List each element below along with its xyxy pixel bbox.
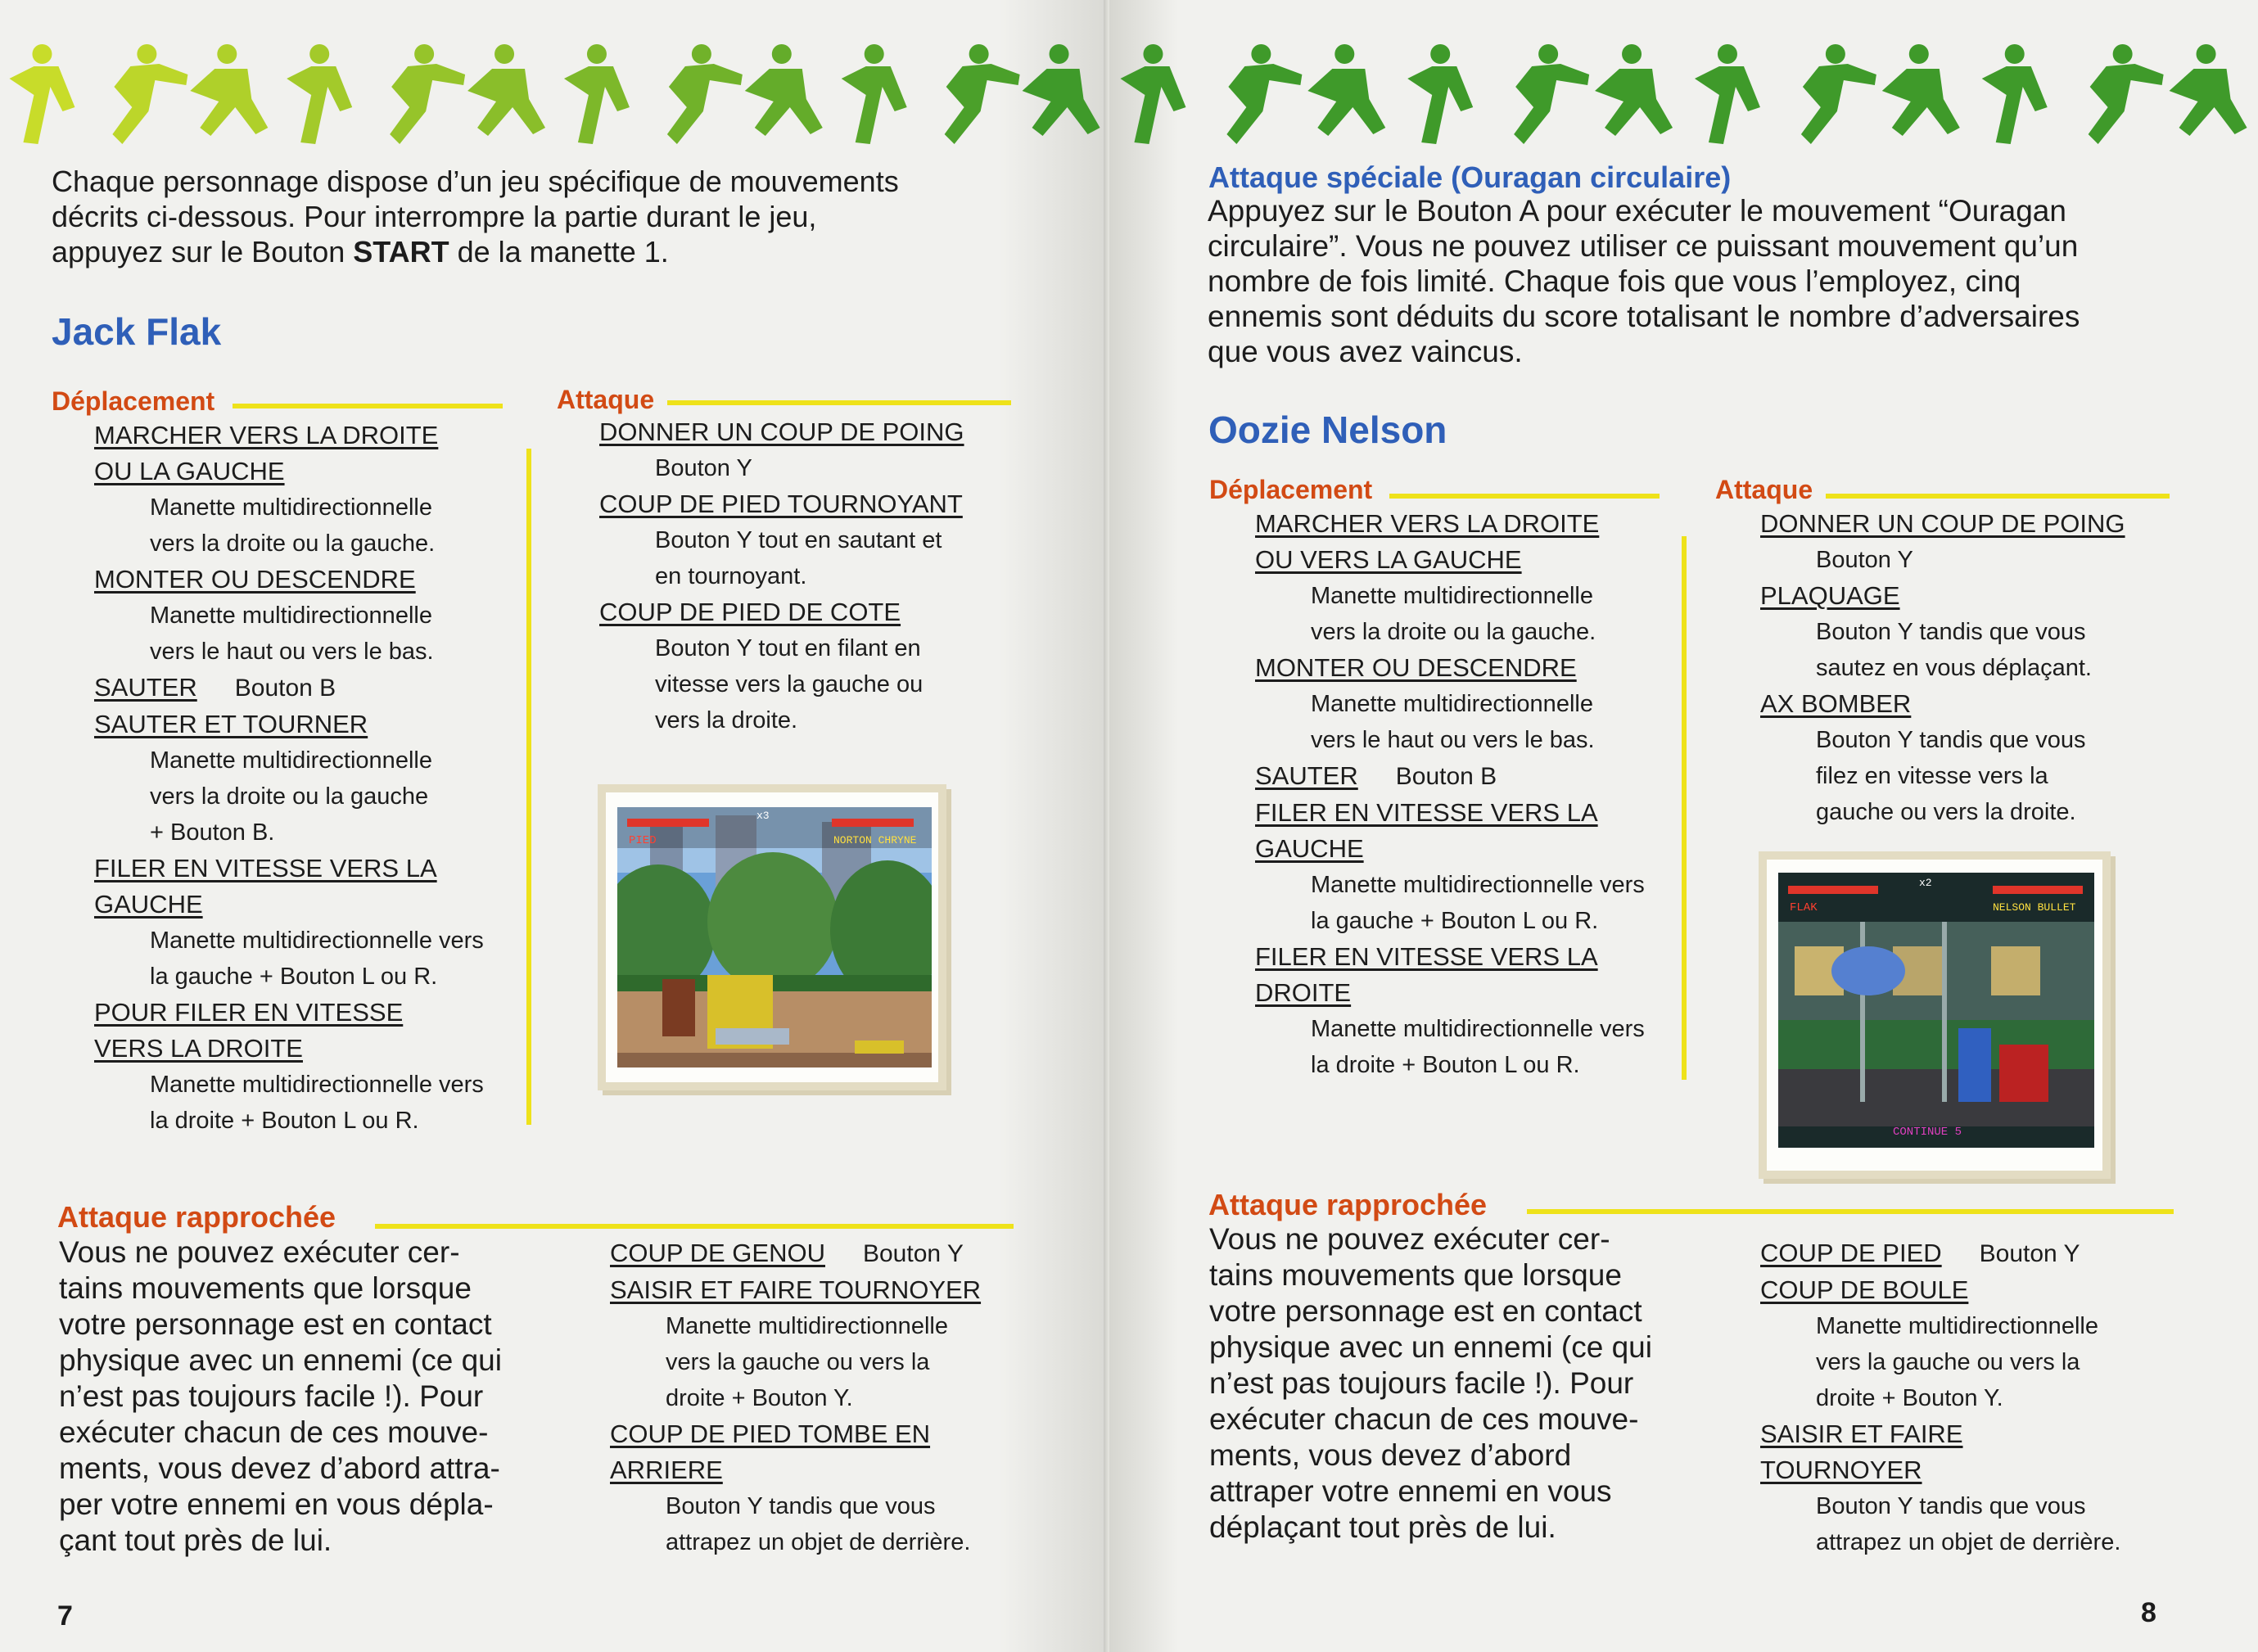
move-name bbox=[94, 851, 520, 887]
game-screenshot-jack bbox=[617, 807, 932, 1067]
move-name bbox=[599, 414, 1058, 450]
fighter-silhouette-icon bbox=[1982, 44, 2048, 144]
paragraph-line: nombre de fois limité. Chaque fois que vous l’employez, cinq bbox=[1208, 264, 2021, 298]
fighter-silhouettes-icon bbox=[1109, 29, 2258, 152]
move-label: POUR FILER EN VITESSE bbox=[94, 998, 404, 1027]
fighter-silhouette-icon bbox=[1226, 44, 1302, 144]
intro-part4: de la manette 1. bbox=[449, 235, 669, 269]
move-name bbox=[610, 1452, 1068, 1488]
fighter-silhouette-icon bbox=[945, 44, 1020, 144]
move-label: TOURNOYER bbox=[1760, 1456, 1922, 1484]
fighter-silhouette-icon bbox=[745, 44, 823, 136]
move-description: Bouton Y tandis que vous bbox=[1816, 727, 2086, 753]
heading-rule bbox=[1527, 1209, 2174, 1214]
hud-lives: x2 bbox=[1919, 877, 1932, 889]
move-description: droite + Bouton Y. bbox=[666, 1385, 853, 1411]
move-name bbox=[94, 706, 520, 742]
move-name bbox=[94, 562, 520, 598]
move-name bbox=[94, 1031, 520, 1067]
move-name bbox=[1255, 939, 1681, 975]
paragraph-line: attraper votre ennemi en vous bbox=[1209, 1474, 1612, 1508]
move-label: OU LA GAUCHE bbox=[94, 457, 285, 485]
button-label: Bouton B bbox=[1395, 763, 1497, 790]
move-description: Manette multidirectionnelle bbox=[1311, 691, 1593, 717]
banner-fighters bbox=[0, 29, 1109, 152]
page-right bbox=[1109, 0, 2258, 1652]
fighter-silhouette-icon bbox=[1407, 44, 1473, 144]
move-description: en tournoyant. bbox=[655, 563, 807, 589]
move-name bbox=[1760, 506, 2235, 542]
move-label: COUP DE PIED TOMBE EN bbox=[610, 1420, 931, 1448]
fighter-silhouette-icon bbox=[287, 44, 352, 144]
button-label: Bouton B bbox=[234, 675, 336, 702]
move-label: VERS LA DROITE bbox=[94, 1034, 303, 1063]
close-attack-list bbox=[610, 1235, 1068, 1560]
attack-list bbox=[599, 414, 1058, 738]
move-description: Manette multidirectionnelle vers bbox=[1311, 872, 1645, 898]
move-label: PLAQUAGE bbox=[1760, 581, 1900, 610]
move-label: ARRIERE bbox=[610, 1456, 723, 1484]
move-label: COUP DE GENOU bbox=[610, 1239, 825, 1267]
move-label: SAUTER bbox=[1255, 761, 1358, 790]
move-description: Manette multidirectionnelle bbox=[150, 747, 432, 774]
move-label: SAUTER ET TOURNER bbox=[94, 710, 368, 738]
move-name bbox=[610, 1235, 1068, 1272]
section-heading-close-attack: Attaque rapprochée bbox=[57, 1200, 336, 1234]
move-description: vers la droite. bbox=[655, 707, 798, 733]
hud-enemy-name: NORTON CHRYNE bbox=[833, 834, 917, 846]
move-label: DONNER UN COUP DE POING bbox=[599, 418, 964, 446]
move-description: vers la droite ou la gauche. bbox=[1311, 619, 1596, 645]
heading-rule bbox=[233, 404, 503, 408]
move-description: Manette multidirectionnelle bbox=[1816, 1313, 2098, 1339]
hud-player-name: PIED bbox=[629, 834, 657, 847]
move-description: gauche ou vers la droite. bbox=[1816, 799, 2076, 825]
move-name bbox=[1760, 1235, 2235, 1272]
move-description: vers la gauche ou vers la bbox=[666, 1349, 930, 1375]
paragraph-line: tains mouvements que lorsque bbox=[1209, 1258, 1622, 1292]
button-label: Bouton Y bbox=[1979, 1240, 2080, 1267]
intro-line-1: Chaque personnage dispose d’un jeu spécifique de mouvements bbox=[52, 165, 899, 198]
fighter-silhouette-icon bbox=[842, 44, 907, 144]
paragraph-line: ments, vous devez d’abord bbox=[1209, 1438, 1572, 1472]
move-label: GAUCHE bbox=[94, 890, 203, 919]
fighter-silhouette-icon bbox=[564, 44, 630, 144]
paragraph-line: çant tout près de lui. bbox=[59, 1523, 332, 1557]
move-description: vers la droite ou la gauche bbox=[150, 783, 429, 810]
screenshot-frame bbox=[598, 784, 946, 1090]
move-description: la gauche + Bouton L ou R. bbox=[150, 964, 438, 990]
move-description: sautez en vous déplaçant. bbox=[1816, 655, 2092, 681]
paragraph-line: Vous ne pouvez exécuter cer- bbox=[59, 1235, 460, 1269]
move-description: vers la droite ou la gauche. bbox=[150, 530, 436, 557]
section-heading-close-attack: Attaque rapprochée bbox=[1208, 1188, 1488, 1221]
intro-line-2: décrits ci-dessous. Pour interrompre la partie durant le jeu, bbox=[52, 200, 817, 233]
fighter-silhouette-icon bbox=[1514, 44, 1589, 144]
move-name bbox=[1760, 1272, 2235, 1308]
move-label: MONTER OU DESCENDRE bbox=[94, 565, 416, 594]
column-divider bbox=[1682, 536, 1687, 1080]
move-name bbox=[1255, 795, 1681, 831]
intro-text bbox=[52, 164, 1075, 269]
movement-list bbox=[94, 418, 520, 1139]
move-label: COUP DE PIED DE COTE bbox=[599, 598, 901, 626]
fighter-silhouette-icon bbox=[2089, 44, 2164, 144]
heading-rule bbox=[667, 400, 1011, 405]
paragraph-line: votre personnage est en contact bbox=[59, 1307, 492, 1341]
move-description: Manette multidirectionnelle bbox=[1311, 583, 1593, 609]
paragraph-line: exécuter chacun de ces mouve- bbox=[1209, 1402, 1639, 1436]
paragraph-line: n’est pas toujours facile !). Pour bbox=[59, 1379, 484, 1413]
close-attack-intro bbox=[59, 1234, 567, 1559]
move-description: vers la gauche ou vers la bbox=[1816, 1349, 2080, 1375]
paragraph-line: exécuter chacun de ces mouve- bbox=[59, 1415, 489, 1449]
paragraph-line: per votre ennemi en vous dépla- bbox=[59, 1487, 494, 1521]
move-label: OU VERS LA GAUCHE bbox=[1255, 545, 1522, 574]
banner-fighters bbox=[1109, 29, 2258, 152]
section-heading-attack: Attaque bbox=[1715, 475, 1813, 504]
move-name bbox=[1760, 1416, 2235, 1452]
button-label: Bouton Y bbox=[862, 1240, 964, 1267]
column-divider bbox=[526, 449, 531, 1125]
move-label: COUP DE PIED TOURNOYANT bbox=[599, 490, 963, 518]
move-description: attrapez un objet de derrière. bbox=[666, 1529, 971, 1555]
page-number: 8 bbox=[2141, 1597, 2156, 1628]
paragraph-line: ments, vous devez d’abord attra- bbox=[59, 1451, 500, 1485]
fighter-silhouette-icon bbox=[1307, 44, 1385, 136]
page-number: 7 bbox=[57, 1600, 73, 1632]
move-name bbox=[1760, 578, 2235, 614]
special-attack-text bbox=[1208, 193, 2239, 369]
move-description: vers le haut ou vers le bas. bbox=[150, 639, 434, 665]
page-left bbox=[0, 0, 1109, 1652]
move-label: MARCHER VERS LA DROITE bbox=[1255, 509, 1600, 538]
close-attack-list bbox=[1760, 1235, 2235, 1560]
move-name bbox=[610, 1272, 1068, 1308]
move-name bbox=[1760, 686, 2235, 722]
hud-player-name: FLAK bbox=[1790, 901, 1818, 914]
fighter-silhouette-icon bbox=[667, 44, 743, 144]
paragraph-line: Vous ne pouvez exécuter cer- bbox=[1209, 1222, 1610, 1256]
heading-rule bbox=[375, 1224, 1014, 1229]
move-label: DONNER UN COUP DE POING bbox=[1760, 509, 2125, 538]
move-name bbox=[94, 454, 520, 490]
move-description: Manette multidirectionnelle vers bbox=[150, 1072, 484, 1098]
fighter-silhouette-icon bbox=[467, 44, 545, 136]
move-description: Manette multidirectionnelle bbox=[666, 1313, 948, 1339]
move-label: MARCHER VERS LA DROITE bbox=[94, 421, 439, 449]
continue-counter: CONTINUE 5 bbox=[1893, 1126, 1962, 1139]
move-description: Bouton Y tout en sautant et bbox=[655, 527, 942, 553]
fighter-silhouette-icon bbox=[9, 44, 75, 144]
attack-list bbox=[1760, 506, 2235, 830]
move-name bbox=[1255, 542, 1681, 578]
move-name bbox=[1255, 506, 1681, 542]
move-description: Manette multidirectionnelle bbox=[150, 603, 432, 629]
move-label: SAISIR ET FAIRE TOURNOYER bbox=[610, 1275, 982, 1304]
move-label: FILER EN VITESSE VERS LA bbox=[1255, 798, 1598, 827]
paragraph-line: tains mouvements que lorsque bbox=[59, 1271, 472, 1305]
move-label: GAUCHE bbox=[1255, 834, 1364, 863]
move-description: Bouton Y tandis que vous bbox=[1816, 1493, 2086, 1519]
fighter-silhouette-icon bbox=[1120, 44, 1185, 144]
fighter-silhouette-icon bbox=[1695, 44, 1760, 144]
paragraph-line: que vous avez vaincus. bbox=[1208, 335, 1523, 368]
special-attack-heading: Attaque spéciale (Ouragan circulaire) bbox=[1208, 160, 1732, 194]
character-name-oozie: Oozie Nelson bbox=[1208, 408, 1447, 451]
paragraph-line: physique avec un ennemi (ce qui bbox=[59, 1343, 502, 1377]
fighter-silhouette-icon bbox=[1595, 44, 1673, 136]
move-label: AX BOMBER bbox=[1760, 689, 1912, 718]
move-name bbox=[1255, 975, 1681, 1011]
move-description: Bouton Y bbox=[655, 455, 752, 481]
game-scene-image bbox=[1778, 873, 2094, 1148]
move-name bbox=[610, 1416, 1068, 1452]
move-name bbox=[94, 887, 520, 923]
move-name bbox=[94, 995, 520, 1031]
move-description: la droite + Bouton L ou R. bbox=[150, 1108, 419, 1134]
move-label: COUP DE BOULE bbox=[1760, 1275, 1969, 1304]
hud-enemy-name: NELSON BULLET bbox=[1993, 901, 2076, 914]
game-scene-image bbox=[617, 807, 932, 1067]
paragraph-line: physique avec un ennemi (ce qui bbox=[1209, 1330, 1652, 1364]
move-description: droite + Bouton Y. bbox=[1816, 1385, 2003, 1411]
move-name bbox=[94, 418, 520, 454]
move-description: vers le haut ou vers le bas. bbox=[1311, 727, 1595, 753]
paragraph-line: ennemis sont déduits du score totalisant le nombre d’adversaires bbox=[1208, 300, 2080, 333]
move-label: SAISIR ET FAIRE bbox=[1760, 1420, 1963, 1448]
move-name bbox=[599, 594, 1058, 630]
fighter-silhouette-icon bbox=[390, 44, 465, 144]
paragraph-line: déplaçant tout près de lui. bbox=[1209, 1510, 1556, 1544]
move-name bbox=[1255, 650, 1681, 686]
paragraph-line: votre personnage est en contact bbox=[1209, 1294, 1642, 1328]
fighter-silhouette-icon bbox=[112, 44, 187, 144]
hud-lives: x3 bbox=[756, 810, 770, 822]
move-description: la gauche + Bouton L ou R. bbox=[1311, 908, 1599, 934]
character-name-jack: Jack Flak bbox=[52, 310, 222, 353]
move-description: Manette multidirectionnelle vers bbox=[150, 928, 484, 954]
heading-rule bbox=[1389, 494, 1660, 499]
move-description: Bouton Y tout en filant en bbox=[655, 635, 921, 661]
move-name bbox=[1255, 758, 1681, 795]
intro-part3: appuyez sur le Bouton bbox=[52, 235, 354, 269]
move-label: COUP DE PIED bbox=[1760, 1239, 1942, 1267]
move-description: Bouton Y bbox=[1816, 547, 1913, 573]
paragraph-line: circulaire”. Vous ne pouvez utiliser ce puissant mouvement qu’un bbox=[1208, 229, 2079, 263]
move-label: FILER EN VITESSE VERS LA bbox=[94, 854, 437, 882]
move-label: SAUTER bbox=[94, 673, 197, 702]
move-description: + Bouton B. bbox=[150, 819, 275, 846]
close-attack-intro bbox=[1209, 1221, 1717, 1546]
move-name bbox=[94, 670, 520, 706]
fighter-silhouette-icon bbox=[1801, 44, 1876, 144]
section-heading-attack: Attaque bbox=[557, 385, 655, 414]
move-description: attrapez un objet de derrière. bbox=[1816, 1529, 2121, 1555]
fighter-silhouette-icon bbox=[2170, 44, 2247, 136]
paragraph-line: n’est pas toujours facile !). Pour bbox=[1209, 1366, 1634, 1400]
section-heading-movement: Déplacement bbox=[52, 386, 215, 416]
move-description: vitesse vers la gauche ou bbox=[655, 671, 924, 697]
move-description: Bouton Y tandis que vous bbox=[1816, 619, 2086, 645]
move-name bbox=[599, 486, 1058, 522]
intro-line-3 bbox=[52, 234, 1075, 269]
move-description: Manette multidirectionnelle bbox=[150, 494, 432, 521]
fighter-silhouette-icon bbox=[1023, 44, 1100, 136]
game-screenshot-oozie bbox=[1778, 873, 2094, 1148]
screenshot-frame bbox=[1759, 851, 2111, 1179]
move-name bbox=[1255, 831, 1681, 867]
move-description: Bouton Y tandis que vous bbox=[666, 1493, 936, 1519]
fighter-silhouettes-icon bbox=[0, 29, 1109, 152]
move-label: FILER EN VITESSE VERS LA bbox=[1255, 942, 1598, 971]
movement-list bbox=[1255, 506, 1681, 1083]
move-description: filez en vitesse vers la bbox=[1816, 763, 2048, 789]
fighter-silhouette-icon bbox=[1882, 44, 1960, 136]
heading-rule bbox=[1826, 494, 2170, 499]
start-label: START bbox=[353, 235, 449, 269]
move-name bbox=[1760, 1452, 2235, 1488]
move-description: Manette multidirectionnelle vers bbox=[1311, 1016, 1645, 1042]
paragraph-line: Appuyez sur le Bouton A pour exécuter le mouvement “Ouragan bbox=[1208, 194, 2066, 228]
move-label: DROITE bbox=[1255, 978, 1352, 1007]
move-label: MONTER OU DESCENDRE bbox=[1255, 653, 1577, 682]
section-heading-movement: Déplacement bbox=[1209, 475, 1373, 504]
fighter-silhouette-icon bbox=[190, 44, 268, 136]
move-description: la droite + Bouton L ou R. bbox=[1311, 1052, 1580, 1078]
